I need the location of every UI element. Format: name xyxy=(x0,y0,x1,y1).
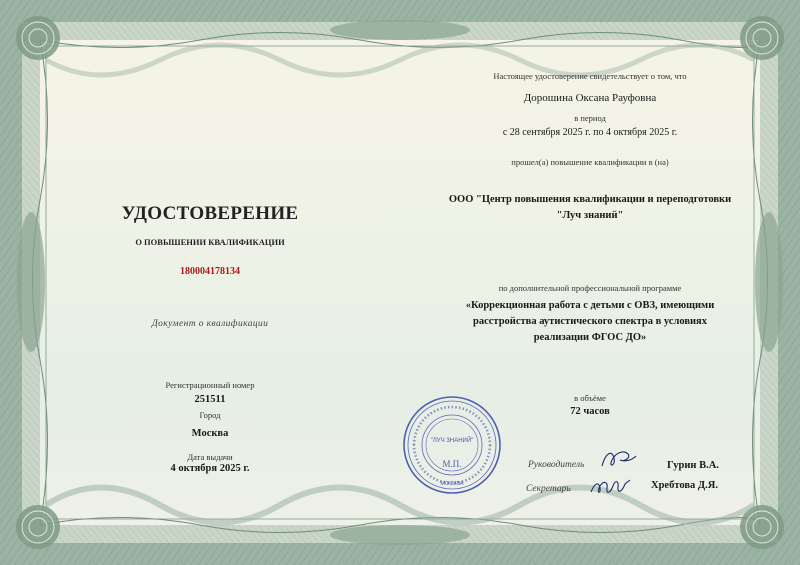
stamp-center-text: "ЛУЧ ЗНАНИЙ" xyxy=(430,438,474,444)
head-label: Руководитель xyxy=(528,460,585,470)
issue-date: 4 октября 2025 г. xyxy=(170,463,250,474)
city: Москва xyxy=(191,428,229,439)
period: с 28 сентября 2025 г. по 4 октября 2025 г. xyxy=(502,127,678,138)
program-line1: «Коррекционная работа с детьми с ОВЗ, имеющими xyxy=(465,300,715,311)
official-stamp xyxy=(400,393,504,497)
reg-number-label: Регистрационный номер xyxy=(165,380,255,390)
volume-label: в объёме xyxy=(574,393,606,403)
issue-date-label: Дата выдачи xyxy=(187,452,233,462)
secretary-name: Хребтова Д.Я. xyxy=(651,480,718,491)
period-label: в период xyxy=(574,113,606,123)
stamp-bottom-text: МОСКВА xyxy=(440,481,464,487)
stamp-mp: М.П. xyxy=(442,459,462,469)
city-label: Город xyxy=(199,410,221,420)
head-name: Гурин В.А. xyxy=(667,460,719,471)
recipient-name: Дорошина Оксана Рауфовна xyxy=(523,92,657,104)
organization-line2: "Луч знаний" xyxy=(556,210,624,221)
secretary-label: Секретарь xyxy=(526,484,571,494)
reg-number: 251511 xyxy=(194,394,226,405)
program-label: по дополнительной профессиональной программе xyxy=(498,283,682,293)
intro-text: Настоящее удостоверение свидетельствует о том, что xyxy=(493,71,687,81)
secretary-signature xyxy=(588,474,634,500)
document-type: Документ о квалификации xyxy=(151,319,269,329)
head-signature xyxy=(598,446,638,472)
organization-line1: ООО "Центр повышения квалификации и переподготовки xyxy=(448,194,732,205)
program-line3: реализации ФГОС ДО» xyxy=(533,332,647,343)
certificate-subtitle: О ПОВЫШЕНИИ КВАЛИФИКАЦИИ xyxy=(135,237,285,247)
passed-text: прошел(а) повышение квалификации в (на) xyxy=(511,157,669,167)
certificate-title: УДОСТОВЕРЕНИЕ xyxy=(121,203,299,224)
program-line2: расстройства аутистического спектра в условиях xyxy=(473,316,707,327)
certificate-number: 180004178134 xyxy=(180,266,240,277)
volume: 72 часов xyxy=(570,406,610,417)
